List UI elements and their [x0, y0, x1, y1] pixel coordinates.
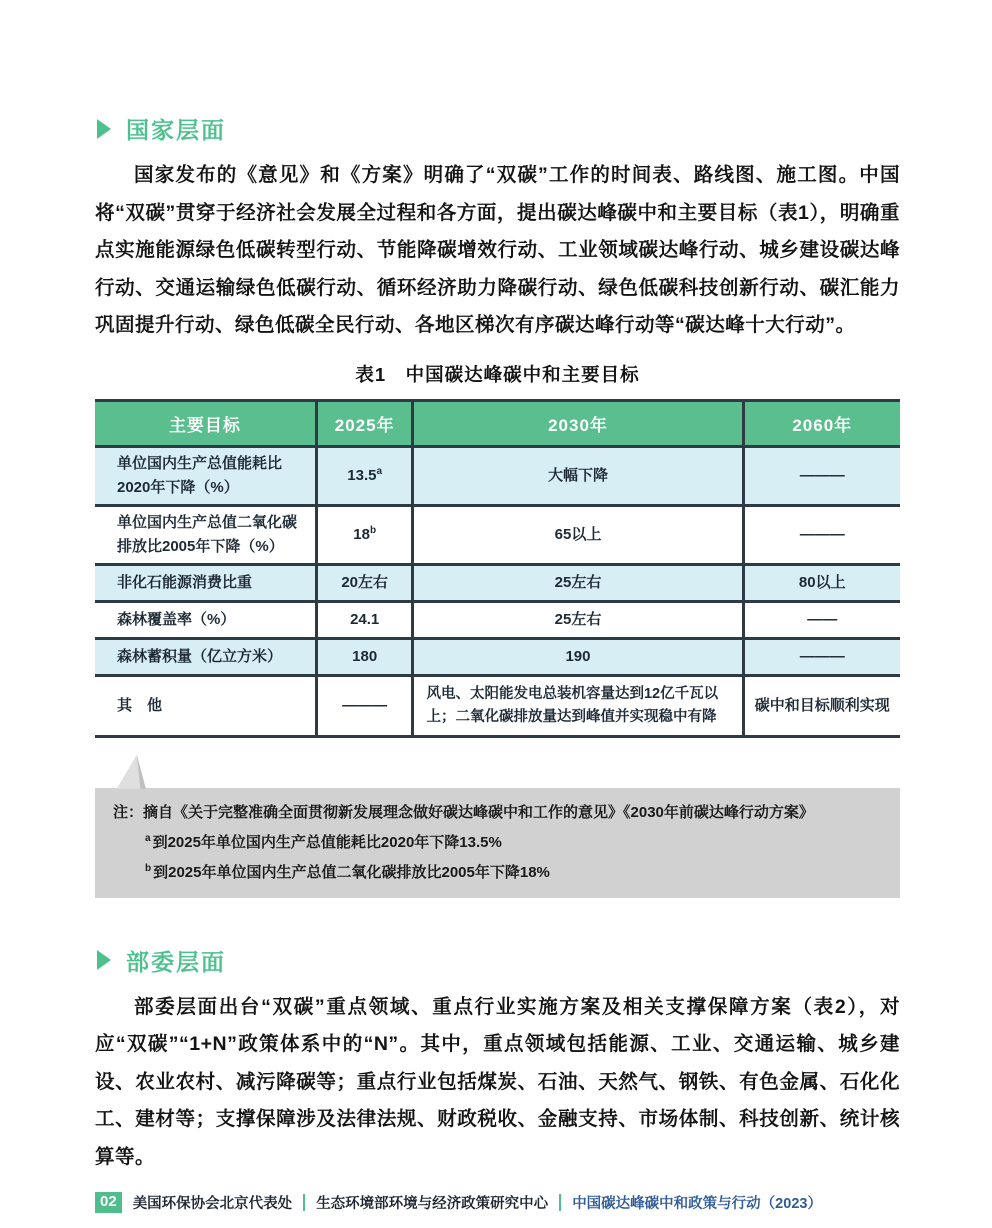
cell-target: 森林覆盖率（%）	[95, 601, 316, 638]
cell-target: 单位国内生产总值能耗比2020年下降（%）	[95, 446, 316, 505]
footer-divider	[303, 1194, 305, 1211]
cell-2025: 20左右	[316, 564, 413, 601]
triangle-bullet-icon	[97, 119, 111, 139]
cell-2060: 80以上	[743, 564, 900, 601]
cell-2025	[316, 505, 413, 564]
footer-org2: 生态环境部环境与经济政策研究中心	[316, 1196, 549, 1213]
page-number-badge: 02	[95, 1192, 122, 1213]
cell-2030: 190	[413, 638, 743, 675]
section-national-title: 国家层面	[126, 117, 226, 143]
cell-2060: 碳中和目标顺利实现	[743, 675, 900, 736]
table-title: 表1 中国碳达峰碳中和主要目标	[355, 363, 640, 385]
note-footnote-b	[145, 856, 880, 886]
section-ministry-title: 部委层面	[126, 948, 226, 975]
col-header-target: 主要目标	[95, 400, 316, 446]
section-national	[95, 112, 900, 345]
note-source-text: 摘自《关于完整准确全面贯彻新发展理念做好碳达峰碳中和工作的意见》《2030年前碳达峰行动方案》	[143, 803, 814, 821]
note-pointer-icon	[111, 755, 157, 789]
note-source-line	[113, 800, 880, 826]
note-box	[95, 788, 900, 898]
section-national-paragraph: 国家发布的《意见》和《方案》明确了“双碳”工作的时间表、路线图、施工图。中国将“双碳”贯穿于经济社会发展全过程和各方面，提出碳达峰碳中和主要目标（表1），明确重点实施能源绿色低碳转型行动、节能降碳增效行动、工业领域碳达峰行动、城乡建设碳达峰行动、交通运输绿色低碳行动、循环经济助力降碳行动、绿色低碳科技创新行动、碳汇能力巩固提升行动、绿色低碳全民行动、各地区梯次有序碳达峰行动等“碳达峰十大行动”。	[95, 164, 900, 336]
table-row	[95, 675, 900, 736]
footer-divider	[559, 1194, 561, 1211]
note-footnote-text: 到2025年单位国内生产总值能耗比2020年下降13.5%	[152, 833, 502, 851]
targets-table	[95, 399, 900, 738]
cell-2030: 风电、太阳能发电总装机容量达到12亿千瓦以上；二氧化碳排放量达到峰值并实现稳中有降	[413, 675, 743, 736]
section-ministry-header	[97, 944, 900, 977]
col-header-2025: 2025年	[316, 400, 413, 446]
cell-2025: ———	[316, 675, 413, 736]
cell-2025	[316, 446, 413, 505]
cell-value: 18	[353, 525, 370, 543]
footnote-marker: a	[376, 465, 383, 477]
note-footnote-text: 到2025年单位国内生产总值二氧化碳排放比2005年下降18%	[153, 863, 550, 881]
triangle-bullet-icon	[97, 950, 111, 970]
footnote-marker: b	[145, 862, 152, 874]
cell-target: 非化石能源消费比重	[95, 564, 316, 601]
cell-2025: 180	[316, 638, 413, 675]
note-container	[95, 788, 900, 898]
section-national-header	[97, 112, 900, 145]
section-ministry-paragraph: 部委层面出台“双碳”重点领域、重点行业实施方案及相关支撑保障方案（表2），对应“双碳”“1+N”政策体系中的“N”。其中，重点领域包括能源、工业、交通运输、城乡建设、农业农村、减污降碳等；重点行业包括煤炭、石油、天然气、钢铁、有色金属、石化化工、建材等；支撑保障涉及法律法规、财政税收、金融支持、市场体制、科技创新、统计核算等。	[95, 995, 900, 1168]
cell-value: 13.5	[347, 466, 377, 484]
page-footer	[95, 1192, 900, 1213]
table-row	[95, 638, 900, 675]
cell-2060: ———	[743, 638, 900, 675]
col-header-2030: 2030年	[413, 400, 743, 446]
cell-target: 森林蓄积量（亿立方米）	[95, 638, 316, 675]
cell-2025: 24.1	[316, 601, 413, 638]
cell-2060: ——	[743, 601, 900, 638]
cell-target: 其 他	[95, 675, 316, 736]
table-row	[95, 446, 900, 505]
footer-org1: 美国环保协会北京代表处	[132, 1196, 293, 1213]
cell-2030: 65以上	[413, 505, 743, 564]
cell-2030: 25左右	[413, 564, 743, 601]
cell-target: 单位国内生产总值二氧化碳排放比2005年下降（%）	[95, 505, 316, 564]
note-label: 注：	[113, 803, 144, 821]
footer-doc-title: 中国碳达峰碳中和政策与行动（2023）	[572, 1196, 822, 1213]
cell-2060: ———	[743, 505, 900, 564]
footnote-marker: b	[369, 524, 377, 536]
col-header-2060: 2060年	[743, 400, 900, 446]
note-footnote-a	[145, 826, 880, 856]
cell-2030: 大幅下降	[413, 446, 743, 505]
cell-2060: ———	[743, 446, 900, 505]
table-row	[95, 505, 900, 564]
table-header-row	[95, 400, 900, 446]
section-ministry	[95, 944, 900, 1177]
table-row	[95, 601, 900, 638]
table-row	[95, 564, 900, 601]
cell-2030: 25左右	[413, 601, 743, 638]
footnote-marker: a	[145, 832, 151, 844]
